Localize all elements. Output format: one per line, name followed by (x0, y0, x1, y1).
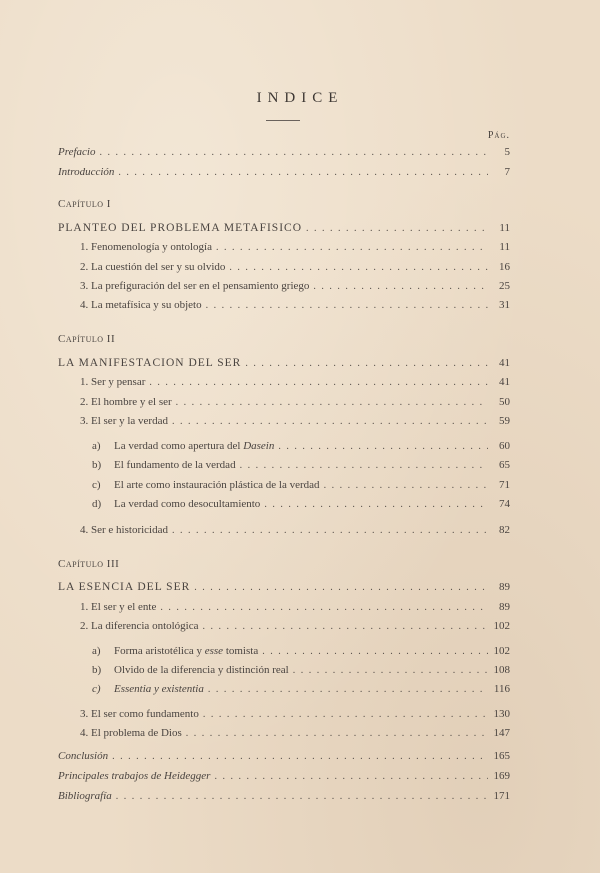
leader-dots (262, 646, 488, 657)
entry-label (92, 459, 236, 471)
toc-entry (80, 601, 510, 613)
toc-section (58, 581, 510, 593)
leader-dots (324, 480, 488, 491)
toc-entry (80, 241, 510, 253)
chapter-heading: Capítulo I (58, 198, 111, 210)
entry-letter: d) (92, 498, 102, 510)
entry-label: 1. El ser y el ente (80, 601, 157, 613)
entry-page: 147 (493, 727, 510, 739)
chapter-heading: Capítulo II (58, 333, 116, 345)
entry-letter: b) (92, 664, 102, 676)
toc-subentry (92, 645, 510, 657)
entry-page: 50 (499, 396, 510, 408)
toc-subentry (92, 479, 510, 491)
entry-label (92, 645, 258, 657)
entry-label: Conclusión (58, 750, 109, 762)
toc-entry-principales-trabajos (58, 770, 510, 782)
entry-page: 25 (499, 280, 510, 292)
entry-text: Forma aristotélica y (114, 645, 202, 657)
entry-label: Introducción (58, 166, 115, 178)
toc-subentry (92, 664, 510, 676)
toc-subentry (92, 498, 510, 510)
entry-label: 4. Ser e historicidad (80, 524, 168, 536)
entry-page: 11 (499, 241, 510, 253)
entry-page: 102 (493, 620, 510, 632)
toc-entry (80, 727, 510, 739)
toc-entry (80, 280, 510, 292)
toc-section (58, 357, 510, 369)
toc-subentry (92, 683, 510, 695)
leader-dots (264, 499, 488, 510)
leader-dots (240, 460, 488, 471)
entry-page: 5 (504, 146, 510, 158)
entry-letter: c) (92, 479, 101, 491)
entry-text: La verdad como desocultamiento (114, 498, 261, 510)
leader-dots (149, 377, 488, 388)
entry-label (92, 683, 204, 695)
section-label: LA ESENCIA DEL SER (58, 581, 191, 593)
leader-dots (206, 300, 488, 311)
leader-dots (160, 602, 488, 613)
entry-label (92, 664, 289, 676)
leader-dots (203, 709, 488, 720)
leader-dots (194, 582, 488, 593)
entry-tail: tomista (225, 645, 259, 657)
entry-label (92, 440, 274, 452)
entry-page: 89 (499, 581, 510, 593)
entry-page: 130 (493, 708, 510, 720)
toc-entry (80, 396, 510, 408)
entry-label: Bibliografía (58, 790, 112, 802)
entry-page: 16 (499, 261, 510, 273)
entry-label: 1. Fenomenología y ontología (80, 241, 212, 253)
toc-entry-introduccion (58, 166, 510, 178)
toc-section (58, 222, 510, 234)
entry-label: 1. Ser y pensar (80, 376, 146, 388)
entry-label: Principales trabajos de Heidegger (58, 770, 211, 782)
entry-page: 41 (499, 376, 510, 388)
entry-page: 82 (499, 524, 510, 536)
toc-entry-prefacio (58, 146, 510, 158)
toc-entry (80, 261, 510, 273)
leader-dots (176, 397, 488, 408)
entry-label (92, 479, 320, 491)
entry-page: 41 (499, 357, 510, 369)
toc-entry (80, 299, 510, 311)
entry-page: 169 (493, 770, 510, 782)
entry-label: 3. El ser y la verdad (80, 415, 168, 427)
entry-letter: a) (92, 440, 101, 452)
section-label: PLANTEO DEL PROBLEMA METAFISICO (58, 222, 303, 234)
toc-entry (80, 620, 510, 632)
entry-label: 3. La prefiguración del ser en el pensamiento griego (80, 280, 310, 292)
toc-entry-conclusion (58, 750, 510, 762)
leader-dots (172, 525, 488, 536)
entry-page: 59 (499, 415, 510, 427)
entry-emphasis: Dasein (243, 440, 275, 452)
entry-text: Olvido de la diferencia y distinción real (114, 664, 289, 676)
leader-dots (245, 358, 488, 369)
entry-tail: y existentia (154, 683, 204, 695)
entry-text: La verdad como apertura del (114, 440, 241, 452)
entry-page: 74 (499, 498, 510, 510)
entry-label: 2. La cuestión del ser y su olvido (80, 261, 226, 273)
entry-page: 31 (499, 299, 510, 311)
leader-dots (313, 281, 488, 292)
entry-page: 60 (499, 440, 510, 452)
entry-page: 165 (493, 750, 510, 762)
entry-label: 3. El ser como fundamento (80, 708, 199, 720)
entry-text: El fundamento de la verdad (114, 459, 236, 471)
entry-emphasis: Essentia (114, 683, 152, 695)
leader-dots (99, 147, 488, 158)
entry-label (92, 498, 260, 510)
page-column-header: Pág. (487, 130, 510, 141)
leader-dots (306, 223, 488, 234)
toc-entry (80, 708, 510, 720)
toc-entry-bibliografia (58, 790, 510, 802)
leader-dots (203, 621, 488, 632)
toc-subentry (92, 459, 510, 471)
entry-page: 7 (504, 166, 510, 178)
entry-label: Prefacio (58, 146, 96, 158)
leader-dots (112, 751, 488, 762)
entry-page: 116 (493, 683, 510, 695)
section-label: LA MANIFESTACION DEL SER (58, 357, 242, 369)
leader-dots (229, 262, 488, 273)
leader-dots (118, 167, 488, 178)
toc-entry (80, 415, 510, 427)
leader-dots (278, 441, 488, 452)
entry-label: 2. El hombre y el ser (80, 396, 172, 408)
entry-emphasis: esse (204, 645, 224, 657)
leader-dots (172, 416, 488, 427)
leader-dots (216, 242, 488, 253)
toc-entry (80, 524, 510, 536)
leader-dots (116, 791, 488, 802)
entry-page: 102 (493, 645, 510, 657)
entry-page: 89 (499, 601, 510, 613)
entry-page: 11 (499, 222, 510, 234)
entry-letter: b) (92, 459, 102, 471)
toc-subentry (92, 440, 510, 452)
leader-dots (208, 684, 488, 695)
entry-text: El arte como instauración plástica de la verdad (114, 479, 320, 491)
page-title: INDICE (256, 90, 344, 106)
leader-dots (293, 665, 488, 676)
entry-page: 171 (493, 790, 510, 802)
entry-label: 4. El problema de Dios (80, 727, 182, 739)
leader-dots (186, 728, 488, 739)
entry-letter: c) (92, 683, 101, 695)
leader-dots (214, 771, 488, 782)
toc-entry (80, 376, 510, 388)
entry-label: 2. La diferencia ontológica (80, 620, 199, 632)
entry-letter: a) (92, 645, 101, 657)
entry-label: 4. La metafísica y su objeto (80, 299, 202, 311)
chapter-heading: Capítulo III (58, 558, 120, 570)
entry-page: 71 (499, 479, 510, 491)
entry-page: 108 (493, 664, 510, 676)
entry-page: 65 (499, 459, 510, 471)
title-rule (266, 120, 300, 121)
